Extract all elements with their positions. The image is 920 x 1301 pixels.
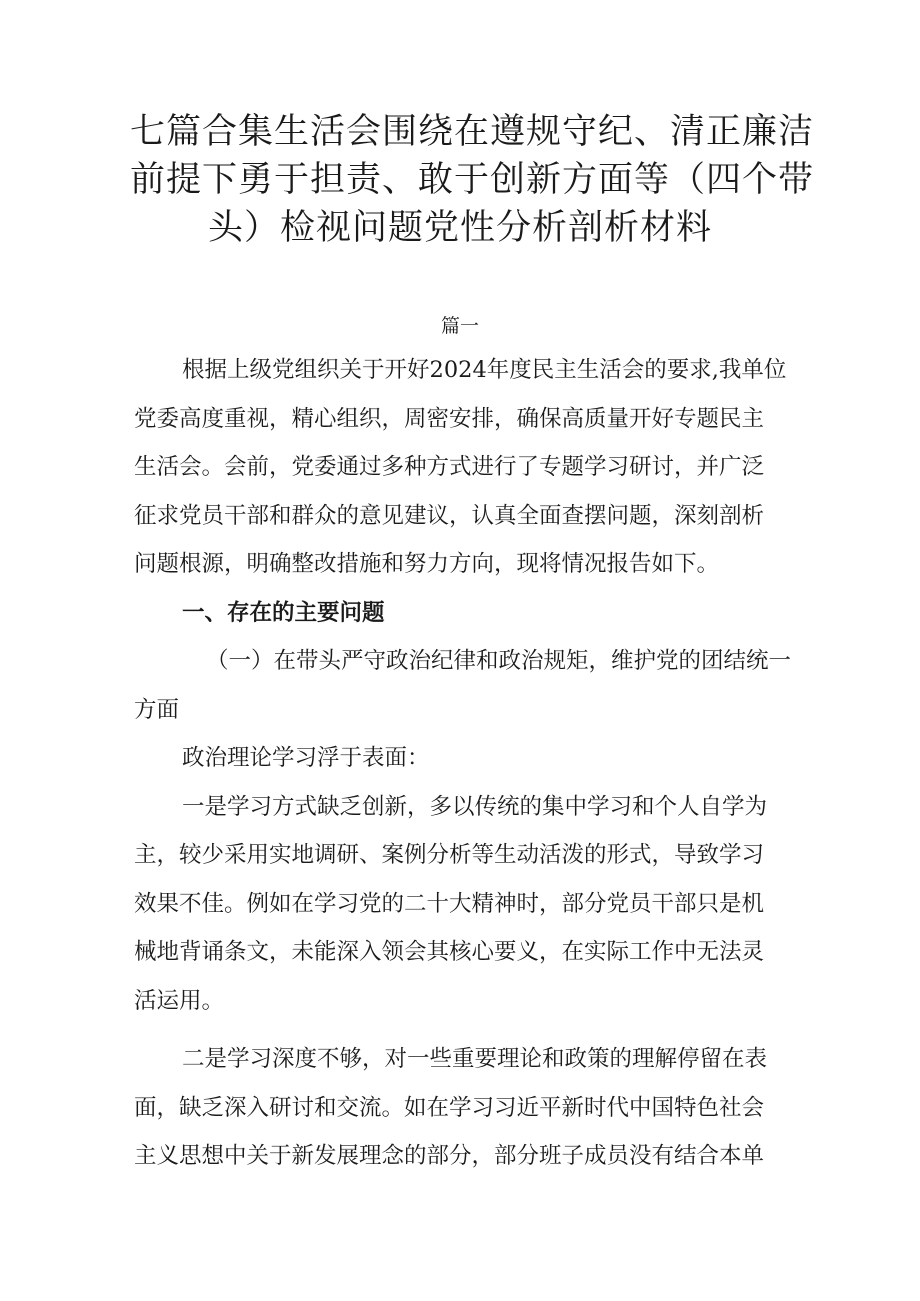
title-line: 前提下勇于担责、敢于创新方面等（四个带 (130, 160, 815, 200)
title-line: 头）检视问题党性分析剖析材料 (207, 208, 712, 248)
document-body (134, 346, 794, 1181)
paragraph-line: 方面 (134, 696, 180, 723)
paragraph-point-one (134, 783, 794, 1026)
paragraph-line: （一）在带头严守政治纪律和政治规矩，维护党的团结统一 (206, 648, 792, 674)
topic-label (134, 734, 794, 783)
paragraph-line: 问题根源，明确整改措施和努力方向，现将情况报告如下。 (134, 551, 720, 577)
paragraph-line: 效果不佳。例如在学习党的二十大精神时，部分党员干部只是机 (134, 890, 765, 917)
subsection-heading (134, 637, 794, 734)
paragraph-line: 械地背诵条文，未能深入领会其核心要义，在实际工作中无法灵 (134, 939, 765, 965)
paragraph-line: 党委高度重视，精心组织，周密安排，确保高质量开好专题民主 (134, 405, 765, 432)
paragraph-line: 二是学习深度不够，对一些重要理论和政策的理解停留在表 (182, 1046, 768, 1072)
paragraph-line: 根据上级党组织关于开好2024年度民主生活会的要求,我单位 (182, 357, 787, 383)
paragraph-intro (134, 346, 794, 589)
paragraph-line: 一是学习方式缺乏创新，多以传统的集中学习和个人自学为 (182, 793, 768, 820)
document-title (130, 108, 815, 252)
paragraph-line: 征求党员干部和群众的意见建议，认真全面查摆问题，深刻剖析 (134, 502, 765, 529)
section-heading (134, 589, 794, 638)
paragraph-line: 政治理论学习浮于表面： (182, 745, 430, 771)
paragraph-line: 主，较少采用实地调研、案例分析等生动活泼的形式，导致学习 (134, 842, 765, 868)
paragraph-line: 活运用。 (134, 987, 225, 1014)
paragraph-line: 生活会。会前，党委通过多种方式进行了专题学习研讨，并广泛 (134, 454, 765, 480)
section-marker: 篇一 (440, 315, 479, 337)
title-line: 七篇合集生活会围绕在遵规守纪、清正廉洁 (130, 112, 815, 152)
paragraph-point-two (134, 1035, 794, 1181)
heading-line: 一、存在的主要问题 (182, 599, 385, 626)
paragraph-line: 主义思想中关于新发展理念的部分，部分班子成员没有结合本单 (134, 1143, 765, 1169)
paragraph-line: 面，缺乏深入研讨和交流。如在学习习近平新时代中国特色社会 (134, 1094, 765, 1121)
paragraph-spacer (134, 1025, 794, 1035)
